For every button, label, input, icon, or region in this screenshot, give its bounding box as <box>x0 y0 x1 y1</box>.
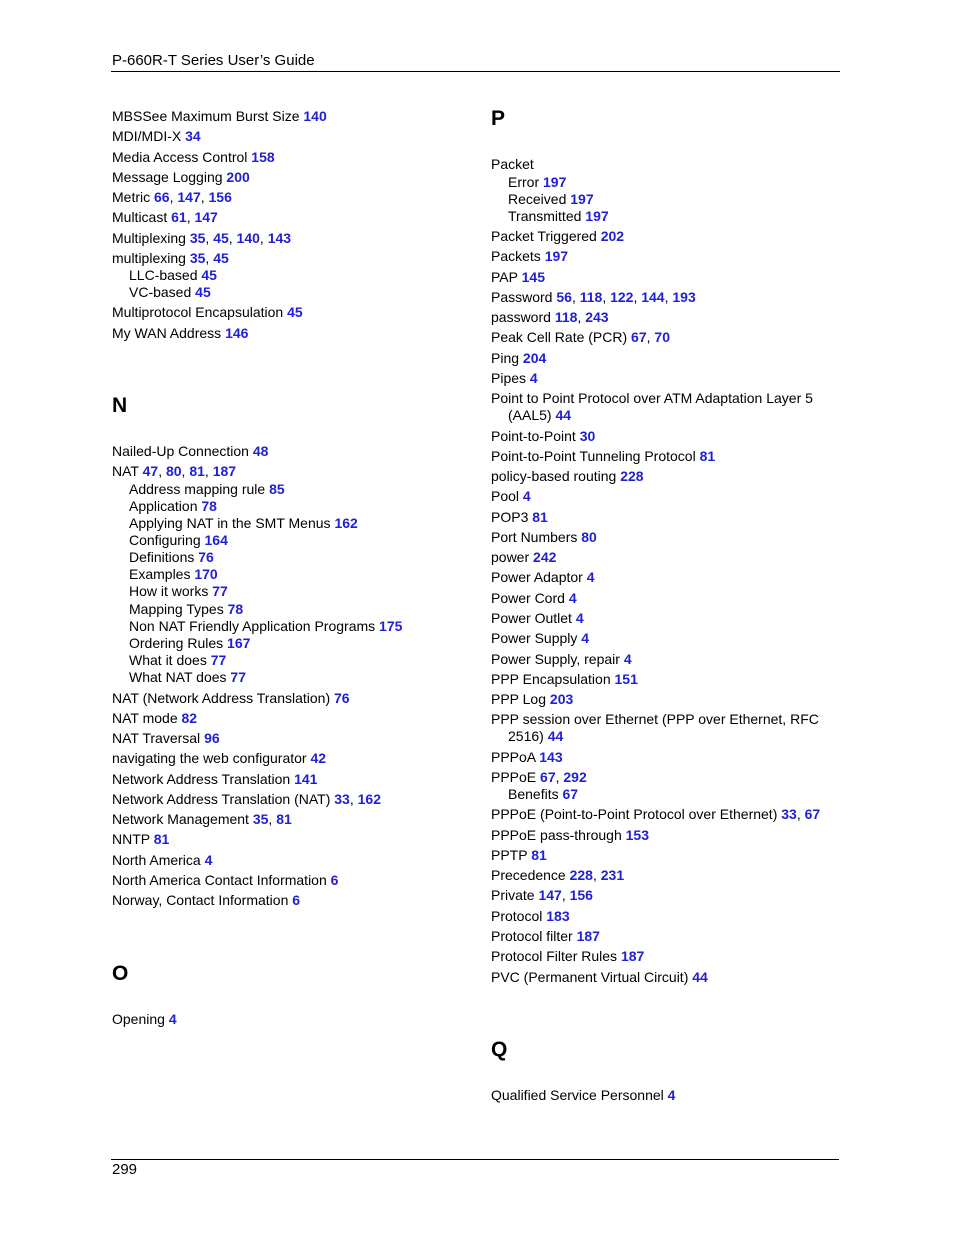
index-entry <box>491 428 595 445</box>
page-link[interactable]: 197 <box>543 174 567 190</box>
page-link[interactable]: 197 <box>544 248 569 264</box>
page-link[interactable]: 167 <box>227 635 251 651</box>
index-term: My WAN Address <box>112 325 222 341</box>
index-term: PPPoE <box>491 769 537 785</box>
page-link[interactable]: 81 <box>276 811 292 827</box>
index-entry <box>491 569 595 586</box>
index-term: What NAT does <box>129 669 227 685</box>
page-link[interactable]: 242 <box>533 549 557 565</box>
page-link[interactable]: 76 <box>198 549 214 565</box>
index-entry <box>491 509 548 526</box>
page-link[interactable]: 158 <box>251 149 275 165</box>
index-entry <box>112 481 285 498</box>
index-entry: Network Address Translation (NAT) 33, 162 <box>112 791 381 807</box>
page-link[interactable]: 193 <box>672 289 696 305</box>
page-link[interactable]: 85 <box>269 481 285 497</box>
page-link[interactable]: 61 <box>171 209 187 225</box>
index-term: Opening <box>112 1011 165 1027</box>
index-entry <box>112 1011 177 1028</box>
page-link[interactable]: 147 <box>194 209 218 225</box>
page-link[interactable]: 292 <box>563 769 587 785</box>
page-link[interactable]: 67 <box>804 806 821 822</box>
page-link[interactable]: 81 <box>531 847 547 863</box>
page-link[interactable]: 187 <box>576 928 600 944</box>
page-link[interactable]: 170 <box>194 566 218 582</box>
page-link[interactable]: 4 <box>623 651 632 667</box>
index-term: Network Management <box>112 811 249 827</box>
index-entry <box>112 566 218 583</box>
page-link[interactable]: 47 <box>142 463 159 479</box>
page-link[interactable]: 231 <box>600 867 625 883</box>
page-link[interactable]: 4 <box>529 370 538 386</box>
section-letter-o: O <box>112 962 129 985</box>
page-link[interactable]: 143 <box>267 230 292 246</box>
index-term: Ping <box>491 350 520 366</box>
index-term-continued-text: 2516) <box>508 728 544 744</box>
index-term: PPPoA <box>491 749 536 765</box>
page-link[interactable]: 80 <box>581 529 597 545</box>
index-term: NNTP <box>112 831 150 847</box>
index-term: PPP session over Ethernet (PPP over Ethernet, RFC <box>491 711 819 727</box>
index-term: NAT mode <box>112 710 178 726</box>
page-link[interactable]: 203 <box>549 691 574 707</box>
page-link[interactable]: 56 <box>556 289 572 305</box>
index-entry <box>491 248 568 265</box>
page-link[interactable]: 45 <box>287 304 303 320</box>
index-term: Power Supply <box>491 630 578 646</box>
index-entry <box>491 191 594 208</box>
index-term: Application <box>129 498 198 514</box>
page-link[interactable]: 183 <box>546 908 570 924</box>
index-entry: PPPoE (Point-to-Point Protocol over Ethernet) 33, 67 <box>491 806 821 822</box>
page-link[interactable]: 33 <box>781 806 797 822</box>
page-link[interactable]: 228 <box>620 468 644 484</box>
page-link[interactable]: 175 <box>379 618 403 634</box>
page-link[interactable]: 197 <box>570 191 594 207</box>
page-link[interactable]: 146 <box>225 325 249 341</box>
index-entry <box>491 928 600 945</box>
page-link[interactable]: 187 <box>212 463 237 479</box>
index-term: NAT <box>112 463 139 479</box>
index-term: Ordering Rules <box>129 635 224 651</box>
index-term: Pipes <box>491 370 527 386</box>
index-term: Power Cord <box>491 590 565 606</box>
page-link[interactable]: 187 <box>620 948 645 964</box>
index-term-continued <box>491 407 813 424</box>
index-term-continued <box>491 728 819 745</box>
index-entry <box>112 710 197 727</box>
index-term: multiplexing <box>112 250 186 266</box>
index-entry <box>112 515 358 532</box>
page-number: 299 <box>112 1161 138 1178</box>
page-link[interactable]: 4 <box>667 1087 676 1103</box>
index-term-continued-text: (AAL5) <box>508 407 552 423</box>
index-entry <box>112 872 338 889</box>
page-header-title: P-660R-T Series User’s Guide <box>112 52 315 69</box>
index-term: Password <box>491 289 553 305</box>
page-link[interactable]: 76 <box>334 690 350 706</box>
page-link[interactable]: 147 <box>177 189 201 205</box>
index-term: PPP Encapsulation <box>491 671 611 687</box>
page-link[interactable]: 67 <box>562 786 579 802</box>
index-entry <box>491 610 584 627</box>
index-entry <box>491 908 570 925</box>
index-term: NAT (Network Address Translation) <box>112 690 331 706</box>
page-link[interactable]: 145 <box>521 269 545 285</box>
index-entry: multiplexing 35, 45 <box>112 250 229 266</box>
index-term: What it does <box>129 652 207 668</box>
page-link[interactable]: 78 <box>227 601 244 617</box>
page-link[interactable]: 243 <box>585 309 609 325</box>
section-letter-p: P <box>491 107 506 130</box>
index-entry <box>491 651 632 668</box>
page-link[interactable]: 200 <box>226 169 250 185</box>
index-term: Received <box>508 191 567 207</box>
page-link[interactable]: 156 <box>208 189 232 205</box>
index-entry <box>112 498 217 515</box>
index-term: Address mapping rule <box>129 481 266 497</box>
index-term: How it works <box>129 583 209 599</box>
index-entry <box>491 529 597 546</box>
index-entry: password 118, 243 <box>491 309 609 325</box>
index-term: Protocol <box>491 908 543 924</box>
page-link[interactable]: 35 <box>252 811 269 827</box>
index-entry <box>112 690 350 707</box>
index-entry: Multiplexing 35, 45, 140, 143 <box>112 230 292 246</box>
page-link[interactable]: 45 <box>213 250 229 266</box>
index-entry <box>491 590 577 607</box>
page-link[interactable]: 81 <box>699 448 716 464</box>
page-link[interactable]: 48 <box>252 443 269 459</box>
index-term: PPP Log <box>491 691 547 707</box>
page-link[interactable]: 162 <box>357 791 381 807</box>
index-entry: Password 56, 118, 122, 144, 193 <box>491 289 696 305</box>
page-link[interactable]: 44 <box>692 969 708 985</box>
page-link[interactable]: 4 <box>575 610 584 626</box>
index-term: Point-to-Point <box>491 428 576 444</box>
page-link[interactable]: 78 <box>201 498 217 514</box>
page-link[interactable]: 35 <box>189 230 206 246</box>
index-entry <box>112 128 201 145</box>
index-term: PAP <box>491 269 518 285</box>
index-term: Examples <box>129 566 191 582</box>
index-entry <box>112 149 275 166</box>
index-entry <box>112 635 250 652</box>
index-entry <box>491 208 609 225</box>
footer-rule <box>111 1159 839 1160</box>
page-link[interactable]: 140 <box>236 230 260 246</box>
index-entry: PPPoE 67, 292 <box>491 769 587 785</box>
page-link[interactable]: 81 <box>189 463 205 479</box>
index-term: MDI/MDI-X <box>112 128 182 144</box>
page-link[interactable]: 96 <box>204 730 220 746</box>
index-term: Packet Triggered <box>491 228 597 244</box>
page-link[interactable]: 82 <box>181 710 198 726</box>
index-term: VC-based <box>129 284 192 300</box>
page-link[interactable]: 147 <box>538 887 562 903</box>
index-term: MBSSee Maximum Burst Size <box>112 108 300 124</box>
index-entry <box>112 267 217 284</box>
page-link[interactable]: 118 <box>554 309 578 325</box>
page-link[interactable]: 4 <box>204 852 213 868</box>
index-term: Applying NAT in the SMT Menus <box>129 515 331 531</box>
page-link[interactable]: 80 <box>165 463 182 479</box>
index-term: Configuring <box>129 532 201 548</box>
index-term: power <box>491 549 530 565</box>
index-term: PPPoE (Point-to-Point Protocol over Ethernet) <box>491 806 778 822</box>
index-entry <box>491 711 819 745</box>
index-entry <box>491 847 547 864</box>
index-entry <box>491 549 556 566</box>
index-entry <box>491 370 538 387</box>
index-entry <box>491 468 644 485</box>
index-entry: Metric 66, 147, 156 <box>112 189 232 205</box>
index-entry <box>112 443 268 460</box>
index-term: Qualified Service Personnel <box>491 1087 664 1103</box>
index-term: Precedence <box>491 867 566 883</box>
index-entry <box>112 549 214 566</box>
page-link[interactable]: 35 <box>189 250 206 266</box>
page-link[interactable]: 4 <box>168 1011 177 1027</box>
page-link[interactable]: 66 <box>154 189 170 205</box>
index-entry <box>491 390 813 424</box>
page-link[interactable]: 4 <box>522 488 531 504</box>
index-term: Point-to-Point Tunneling Protocol <box>491 448 696 464</box>
page-link[interactable]: 144 <box>641 289 665 305</box>
page-link[interactable]: 67 <box>631 329 647 345</box>
index-entry <box>491 448 715 465</box>
index-term: Protocol filter <box>491 928 573 944</box>
page-link[interactable]: 162 <box>334 515 358 531</box>
index-entry <box>491 488 531 505</box>
index-entry: NAT 47, 80, 81, 187 <box>112 463 237 479</box>
index-entry <box>491 1087 675 1104</box>
page-link[interactable]: 164 <box>204 532 228 548</box>
page-link[interactable]: 156 <box>569 887 593 903</box>
page-link[interactable]: 44 <box>547 728 564 744</box>
index-term: Peak Cell Rate (PCR) <box>491 329 628 345</box>
index-term: Norway, Contact Information <box>112 892 289 908</box>
index-entry: Private 147, 156 <box>491 887 593 903</box>
index-term: North America <box>112 852 201 868</box>
index-entry <box>491 827 649 844</box>
index-entry <box>491 948 644 965</box>
page-link[interactable]: 34 <box>185 128 201 144</box>
page-link[interactable]: 77 <box>230 669 246 685</box>
index-entry: Multicast 61, 147 <box>112 209 218 225</box>
page-link[interactable]: 67 <box>540 769 556 785</box>
section-letter-q: Q <box>491 1038 508 1061</box>
page-link[interactable]: 153 <box>625 827 649 843</box>
page-link[interactable]: 140 <box>303 108 327 124</box>
page-link[interactable]: 118 <box>579 289 603 305</box>
page-link[interactable]: 197 <box>585 208 609 224</box>
index-term: Power Supply, repair <box>491 651 620 667</box>
index-entry <box>491 969 708 986</box>
index-entry <box>491 671 638 688</box>
index-term: Transmitted <box>508 208 582 224</box>
index-term: Point to Point Protocol over ATM Adaptation Layer 5 <box>491 390 813 406</box>
index-entry <box>112 750 326 767</box>
index-term: Private <box>491 887 535 903</box>
index-term: Packets <box>491 248 541 264</box>
index-entry <box>112 304 303 321</box>
page-link[interactable]: 81 <box>153 831 170 847</box>
index-entry: Network Management 35, 81 <box>112 811 292 827</box>
index-entry <box>112 892 300 909</box>
index-entry <box>112 169 250 186</box>
index-term: Definitions <box>129 549 195 565</box>
index-entry <box>491 350 546 367</box>
page-link[interactable]: 70 <box>654 329 670 345</box>
index-term: Power Adaptor <box>491 569 583 585</box>
index-entry <box>491 156 534 173</box>
index-term: Mapping Types <box>129 601 224 617</box>
index-term: navigating the web configurator <box>112 750 307 766</box>
page-link[interactable]: 77 <box>210 652 227 668</box>
page-link[interactable]: 122 <box>610 289 634 305</box>
index-entry <box>112 652 226 669</box>
index-term: Power Outlet <box>491 610 572 626</box>
index-term: LLC-based <box>129 267 198 283</box>
index-entry <box>112 730 220 747</box>
index-entry: Precedence 228, 231 <box>491 867 625 883</box>
page-link[interactable]: 81 <box>532 509 548 525</box>
page-link[interactable]: 30 <box>579 428 596 444</box>
index-term: Packet <box>491 156 534 172</box>
index-entry <box>491 691 573 708</box>
index-term: Media Access Control <box>112 149 248 165</box>
index-entry <box>112 771 317 788</box>
index-term: Network Address Translation <box>112 771 291 787</box>
page-link[interactable]: 42 <box>310 750 327 766</box>
page-link[interactable]: 45 <box>201 267 217 283</box>
index-entry <box>112 852 212 869</box>
index-entry <box>112 669 246 686</box>
page-link[interactable]: 44 <box>555 407 572 423</box>
index-term: policy-based routing <box>491 468 617 484</box>
index-entry <box>491 786 578 803</box>
index-term: Non NAT Friendly Application Programs <box>129 618 376 634</box>
index-entry: Peak Cell Rate (PCR) 67, 70 <box>491 329 670 345</box>
index-term: Error <box>508 174 540 190</box>
index-term: Multiprotocol Encapsulation <box>112 304 284 320</box>
page-link[interactable]: 33 <box>334 791 350 807</box>
index-term: POP3 <box>491 509 529 525</box>
index-entry <box>491 174 566 191</box>
index-term: Protocol Filter Rules <box>491 948 618 964</box>
index-entry <box>491 269 545 286</box>
index-term: Benefits <box>508 786 559 802</box>
index-entry <box>112 831 169 848</box>
page-link[interactable]: 4 <box>581 630 590 646</box>
index-entry <box>112 108 327 125</box>
page-link[interactable]: 143 <box>539 749 563 765</box>
page-link[interactable]: 151 <box>614 671 638 687</box>
index-term: PPPoE pass-through <box>491 827 622 843</box>
index-term: Port Numbers <box>491 529 578 545</box>
index-term: Multiplexing <box>112 230 186 246</box>
page-link[interactable]: 6 <box>330 872 339 888</box>
index-entry <box>112 284 211 301</box>
index-term: PVC (Permanent Virtual Circuit) <box>491 969 689 985</box>
page-link[interactable]: 6 <box>292 892 301 908</box>
index-term: Nailed-Up Connection <box>112 443 249 459</box>
page-link[interactable]: 45 <box>195 284 211 300</box>
header-rule <box>111 71 840 72</box>
page-link[interactable]: 4 <box>568 590 577 606</box>
page-link[interactable]: 4 <box>586 569 595 585</box>
index-term: North America Contact Information <box>112 872 327 888</box>
index-term: Multicast <box>112 209 168 225</box>
page-link[interactable]: 204 <box>522 350 547 366</box>
page-link[interactable]: 45 <box>213 230 229 246</box>
index-entry <box>491 749 563 766</box>
index-term: Network Address Translation (NAT) <box>112 791 331 807</box>
section-letter-n: N <box>112 394 128 417</box>
page-link[interactable]: 228 <box>569 867 593 883</box>
index-entry <box>112 532 228 549</box>
page-link[interactable]: 77 <box>212 583 228 599</box>
index-entry <box>112 325 248 342</box>
index-term: PPTP <box>491 847 528 863</box>
page-link[interactable]: 202 <box>600 228 625 244</box>
index-term: Pool <box>491 488 520 504</box>
page-link[interactable]: 141 <box>294 771 318 787</box>
index-term: Metric <box>112 189 151 205</box>
index-entry <box>491 228 624 245</box>
index-entry <box>112 618 402 635</box>
index-term: Message Logging <box>112 169 223 185</box>
index-term: password <box>491 309 551 325</box>
index-entry <box>491 630 589 647</box>
index-entry <box>112 601 243 618</box>
index-entry <box>112 583 228 600</box>
index-term: NAT Traversal <box>112 730 201 746</box>
